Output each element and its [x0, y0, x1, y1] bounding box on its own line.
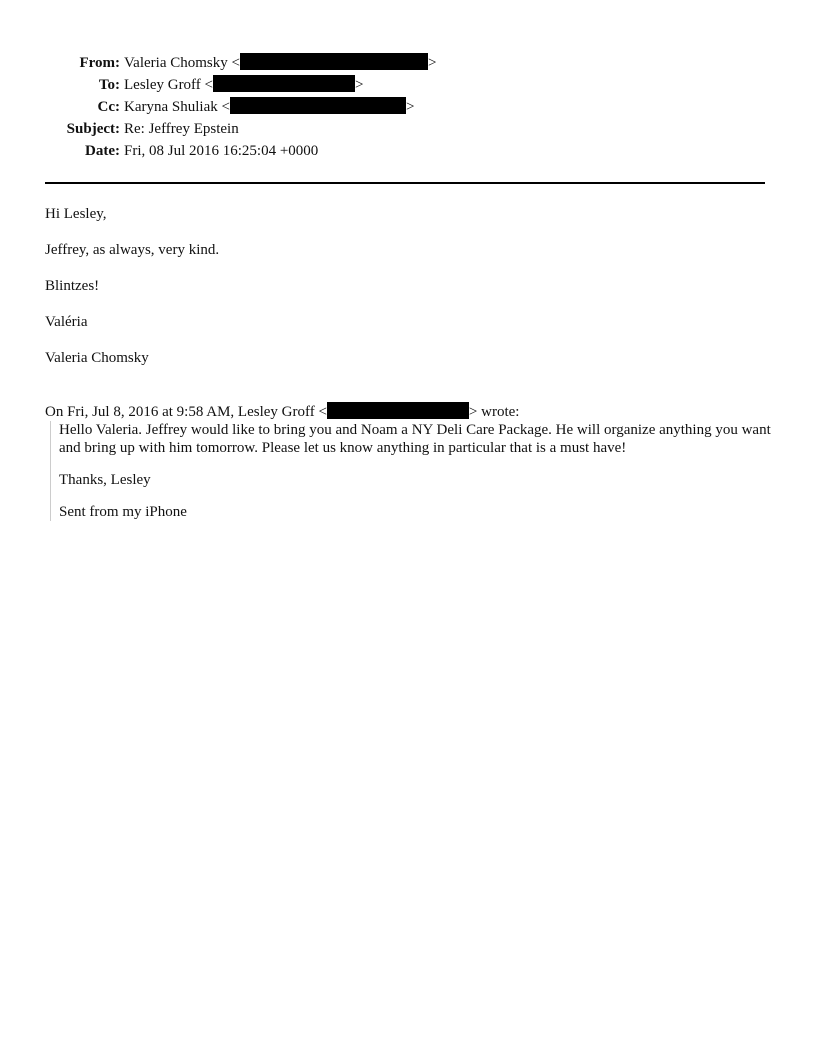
signature: Valeria Chomsky — [45, 350, 149, 366]
quote-intro-post: > wrote: — [468, 404, 520, 420]
to-label: To: — [98, 77, 120, 93]
cc-close: > — [405, 99, 415, 115]
redaction-bar — [240, 53, 428, 70]
redaction-bar — [327, 402, 469, 419]
to-value: Lesley Groff < — [124, 77, 213, 93]
from-value: Valeria Chomsky < — [124, 55, 240, 71]
subject-label: Subject: — [66, 121, 120, 137]
quoted-paragraph: Thanks, Lesley — [59, 472, 151, 488]
quote-attribution — [45, 401, 519, 423]
date-label: Date: — [85, 143, 120, 159]
redaction-bar — [213, 75, 355, 92]
cc-label: Cc: — [97, 99, 120, 115]
body-line: Blintzes! — [45, 278, 100, 294]
email-body — [45, 203, 770, 383]
date-value: Fri, 08 Jul 2016 16:25:04 +0000 — [124, 143, 319, 159]
cc-value: Karyna Shuliak < — [124, 99, 230, 115]
quoted-paragraph: Sent from my iPhone — [59, 504, 187, 520]
body-line: Jeffrey, as always, very kind. — [45, 242, 220, 258]
quote-intro-pre: On Fri, Jul 8, 2016 at 9:58 AM, Lesley Groff < — [45, 404, 327, 420]
redaction-bar — [230, 97, 406, 114]
quoted-paragraph: Hello Valeria. Jeffrey would like to bring you and Noam a NY Deli Care Package. He will organize anything you want and bring up with him tomorrow. Please let us know anything in particular that is a must have! — [59, 422, 771, 456]
header-divider — [45, 182, 765, 184]
to-close: > — [355, 77, 364, 93]
from-label: From: — [79, 55, 120, 71]
greeting: Hi Lesley, — [45, 206, 107, 222]
subject-value: Re: Jeffrey Epstein — [124, 121, 239, 137]
signoff: Valéria — [45, 314, 88, 330]
from-close: > — [427, 55, 437, 71]
quoted-message — [50, 421, 774, 521]
